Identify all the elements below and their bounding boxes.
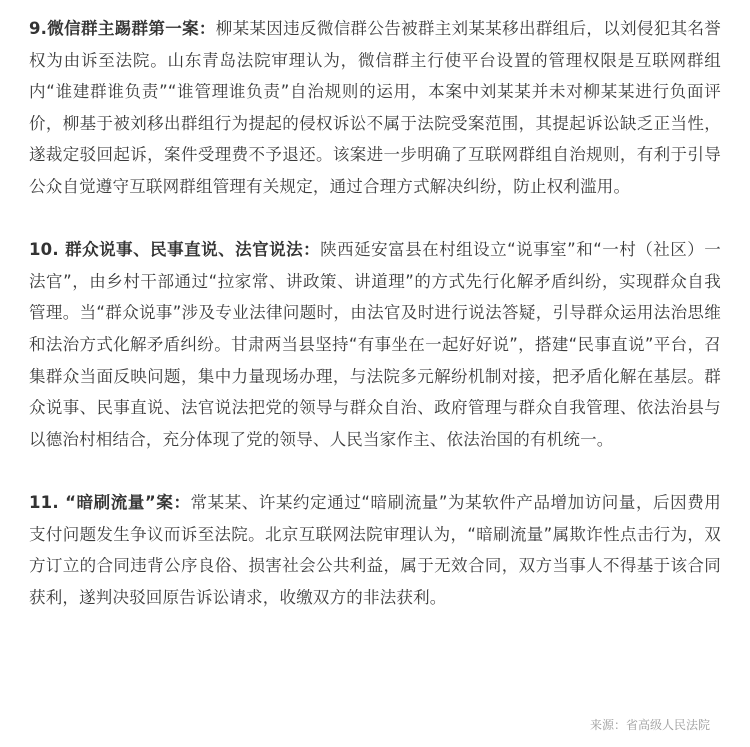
case-paragraph-11 bbox=[29, 487, 721, 613]
case-heading-10: 10. 群众说事、民事直说、法官说法： bbox=[29, 240, 321, 260]
case-text-10: 陕西延安富县在村组设立“说事室”和“一村（社区）一法官”，由乡村干部通过“拉家常、讲政策、讲道理”的方式先行化解矛盾纠纷，实现群众自我管理。当“群众说事”涉及专业法律问题时，由法官及时进行说法答疑，引导群众运用法治思维和法治方式化解矛盾纠纷。甘肃两当县坚持“有事坐在一起好好说”，搭建“民事直说”平台，召集群众当面反映问题，集中力量现场办理，与法院多元解纷机制对接，把矛盾化解在基层。群众说事、民事直说、法官说法把党的领导与群众自治、政府管理与群众自我管理、依法治县与以德治村相结合，充分体现了党的领导、人民当家作主、依法治国的有机统一。 bbox=[29, 240, 721, 449]
source-credit: 来源：省高级人民法院 bbox=[589, 718, 710, 732]
case-text-11: 常某某、许某约定通过“暗刷流量”为某软件产品增加访问量，后因费用支付问题发生争议而诉至法院。北京互联网法院审理认为，“暗刷流量”属欺诈性点击行为，双方订立的合同违背公序良俗、损害社会公共利益，属于无效合同，双方当事人不得基于该合同获利，遂判决驳回原告诉讼请求，收缴双方的非法获利。 bbox=[29, 492, 722, 607]
case-paragraph-9 bbox=[29, 13, 721, 203]
article-body bbox=[29, 13, 721, 613]
case-text-9: 柳某某因违反微信群公告被群主刘某某移出群组后，以刘侵犯其名誉权为由诉至法院。山东青岛法院审理认为，微信群主行使平台设置的管理权限是互联网群组内“谁建群谁负责”“谁管理谁负责”自治规则的运用，本案中刘某某并未对柳某某进行负面评价，柳基于被刘移出群组行为提起的侵权诉讼不属于法院受案范围，其提起诉讼缺乏正当性，遂裁定驳回起诉，案件受理费不予退还。该案进一步明确了互联网群组自治规则，有利于引导公众自觉遵守互联网群组管理有关规定，通过合理方式解决纠纷，防止权利滥用。 bbox=[29, 19, 722, 196]
case-paragraph-10 bbox=[29, 234, 721, 455]
case-heading-9: 9.微信群主踢群第一案： bbox=[29, 19, 216, 38]
case-heading-11: 11. “暗刷流量”案： bbox=[29, 492, 191, 512]
